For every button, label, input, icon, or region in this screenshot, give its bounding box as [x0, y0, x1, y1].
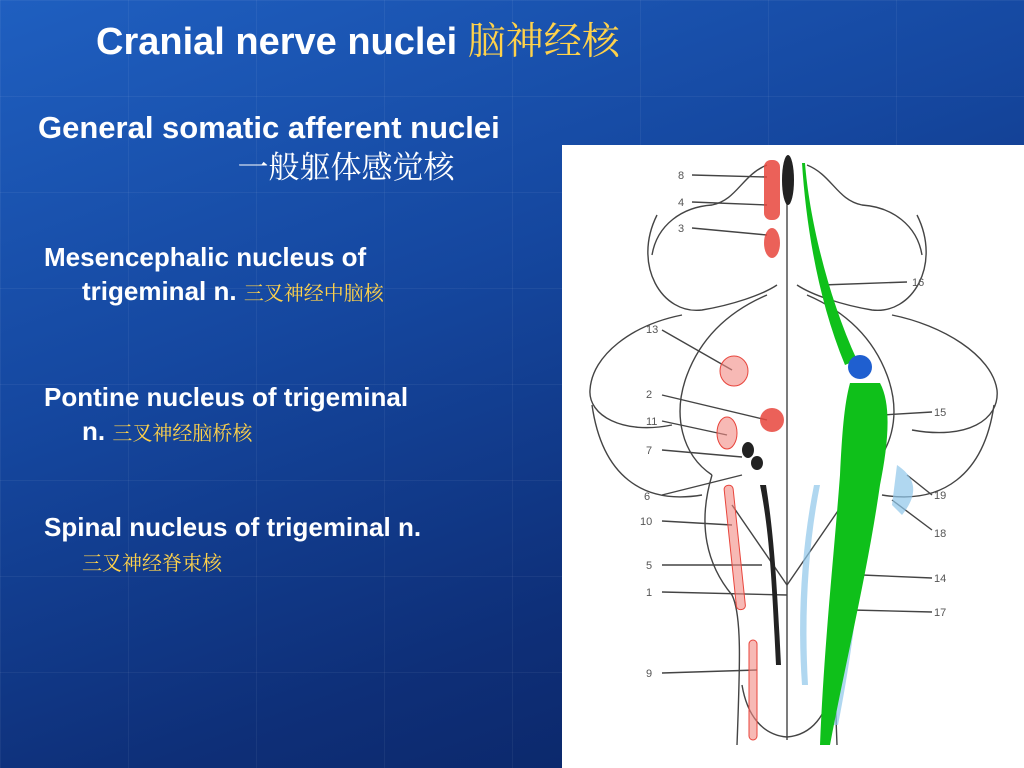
bullet-mesencephalic-nucleus: [44, 240, 554, 310]
title-english: Cranial nerve nuclei: [96, 21, 458, 63]
leader-10: [662, 521, 732, 525]
label-left: 1: [646, 587, 653, 599]
label-left: 3: [678, 223, 685, 235]
label-right: 19: [934, 490, 947, 502]
pons-left: [590, 315, 682, 428]
subtitle-english: General somatic afferent nuclei: [38, 110, 500, 145]
label-left: 11: [646, 416, 658, 428]
blue-tract-left: [800, 485, 820, 685]
red-column-10: [724, 485, 746, 610]
green-spinal-nucleus: [820, 383, 888, 745]
leader-15: [882, 412, 932, 415]
black-nucleus-7b: [751, 456, 763, 470]
midbrain-outline-left: [652, 165, 767, 255]
bullet-chinese: 三叉神经中脑核: [243, 281, 384, 305]
leader-9: [662, 670, 757, 673]
leader-14: [862, 575, 932, 578]
brainstem-diagram: [562, 145, 1024, 768]
label-right: 16: [912, 277, 925, 289]
label-left: 9: [646, 668, 653, 680]
leader-2: [662, 395, 767, 420]
red-column-9: [749, 640, 757, 740]
red-nucleus-13: [720, 356, 748, 386]
subtitle-chinese: 一般躯体感觉核: [237, 150, 455, 186]
label-right: 18: [934, 528, 947, 540]
label-left: 4: [678, 197, 685, 209]
green-mesencephalic-nucleus: [802, 163, 857, 365]
label-right: 15: [934, 407, 947, 419]
black-nucleus-8: [782, 155, 794, 205]
title-chinese: 脑神经核: [467, 19, 620, 63]
bullet-text: Pontine nucleus of trigeminal: [44, 382, 409, 412]
bullet-spinal-nucleus: [44, 510, 554, 580]
bullet-pontine-nucleus: [44, 380, 554, 450]
blue-tract-right: [892, 465, 913, 515]
slide-subtitle: [38, 108, 638, 188]
red-nucleus-2: [760, 408, 784, 432]
midbrain-outline-right: [807, 165, 922, 255]
blue-pontine-nucleus: [848, 355, 872, 379]
brainstem-drawing: [562, 145, 1024, 768]
label-right: 14: [934, 573, 947, 585]
label-left: 13: [646, 324, 659, 336]
bullet-text: Spinal nucleus of trigeminal n.: [44, 512, 422, 542]
label-left: 5: [646, 560, 653, 572]
bullet-chinese: 三叉神经脊束核: [82, 551, 222, 575]
bullet-text-continued: trigeminal n.: [82, 276, 237, 306]
label-left: 6: [644, 491, 651, 503]
bullet-text: Mesencephalic nucleus of: [44, 242, 367, 272]
label-left: 8: [678, 170, 685, 182]
red-nucleus-11: [717, 417, 737, 449]
leader-8: [692, 175, 767, 177]
slide-title: [96, 10, 620, 65]
leader-4: [692, 202, 767, 205]
red-nucleus-8-4: [764, 160, 780, 220]
leader-16: [822, 282, 907, 285]
black-column-5: [760, 485, 781, 665]
label-left: 7: [646, 445, 653, 457]
black-nucleus-7a: [742, 442, 754, 458]
leader-3: [692, 228, 767, 235]
bullet-chinese: 三叉神经脑桥核: [112, 421, 253, 445]
leader-1: [662, 592, 787, 595]
label-left: 2: [646, 389, 653, 401]
bullet-text-continued: n.: [82, 416, 106, 446]
red-nucleus-3: [764, 228, 780, 258]
label-right: 17: [934, 607, 947, 619]
label-left: 10: [640, 516, 653, 528]
leader-17: [852, 610, 932, 612]
leader-7: [662, 450, 742, 457]
